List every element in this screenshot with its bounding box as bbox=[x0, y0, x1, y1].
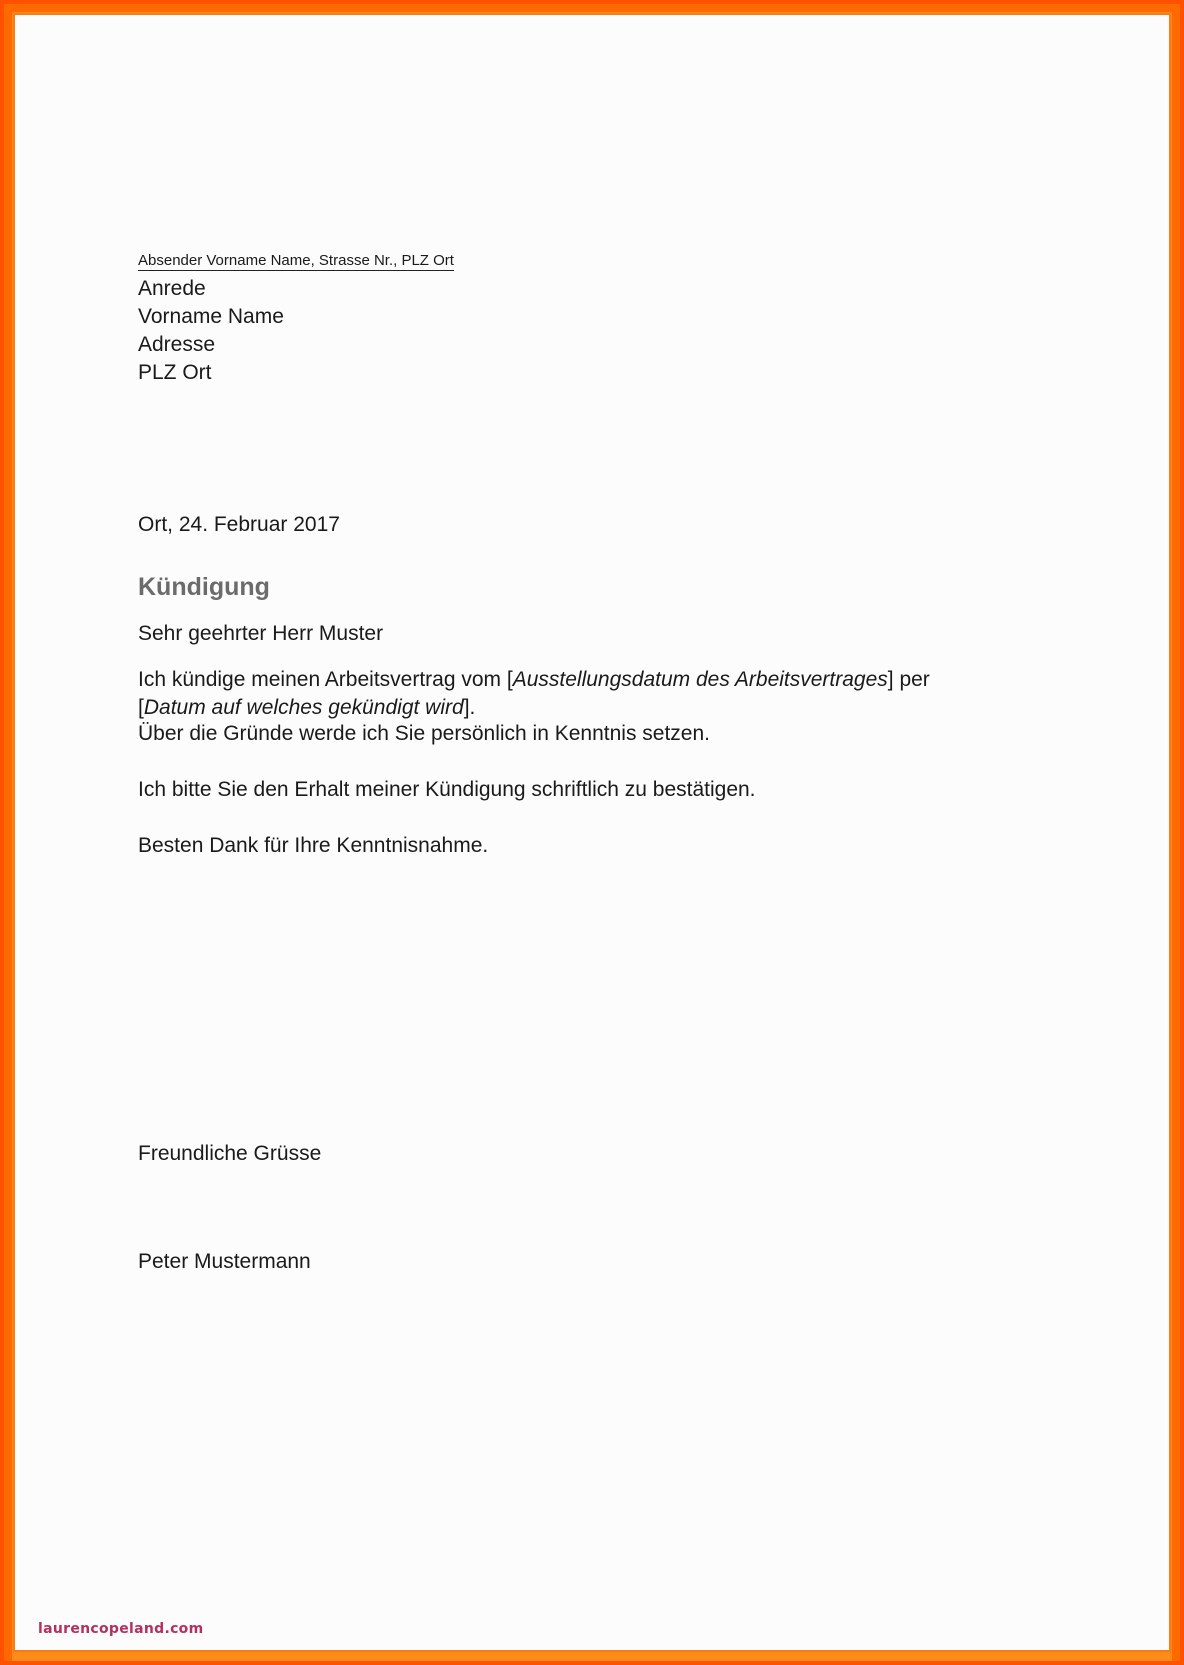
sender-line: Absender Vorname Name, Strasse Nr., PLZ Ort bbox=[138, 252, 454, 269]
letter-signature: Peter Mustermann bbox=[138, 1250, 311, 1273]
body-placeholder-termination-date: Datum auf welches gekündigt wird bbox=[143, 696, 464, 719]
body-text-3: ]. bbox=[463, 696, 476, 719]
letter-date: Ort, 24. Februar 2017 bbox=[138, 513, 340, 536]
recipient-city: PLZ Ort bbox=[138, 361, 212, 384]
recipient-address: Adresse bbox=[138, 333, 216, 356]
letter-greeting: Sehr geehrter Herr Muster bbox=[138, 622, 384, 645]
body-text-1: Ich kündige meinen Arbeitsvertrag vom [ bbox=[138, 668, 513, 691]
body-placeholder-contract-date: Ausstellungsdatum des Arbeitsvertrages bbox=[512, 668, 888, 691]
watermark: laurencopeland.com bbox=[38, 1621, 204, 1637]
recipient-salutation: Anrede bbox=[138, 277, 206, 300]
letter-subject: Kündigung bbox=[138, 573, 270, 601]
letter-closing: Freundliche Grüsse bbox=[138, 1142, 322, 1165]
body-paragraph bbox=[138, 666, 988, 722]
body-text-2: ] per [ bbox=[138, 668, 930, 719]
recipient-name: Vorname Name bbox=[138, 305, 284, 328]
body-confirm: Ich bitte Sie den Erhalt meiner Kündigung schriftlich zu bestätigen. bbox=[138, 778, 756, 801]
body-reasons: Über die Gründe werde ich Sie persönlich in Kenntnis setzen. bbox=[138, 722, 710, 745]
body-thanks: Besten Dank für Ihre Kenntnisnahme. bbox=[138, 834, 489, 857]
